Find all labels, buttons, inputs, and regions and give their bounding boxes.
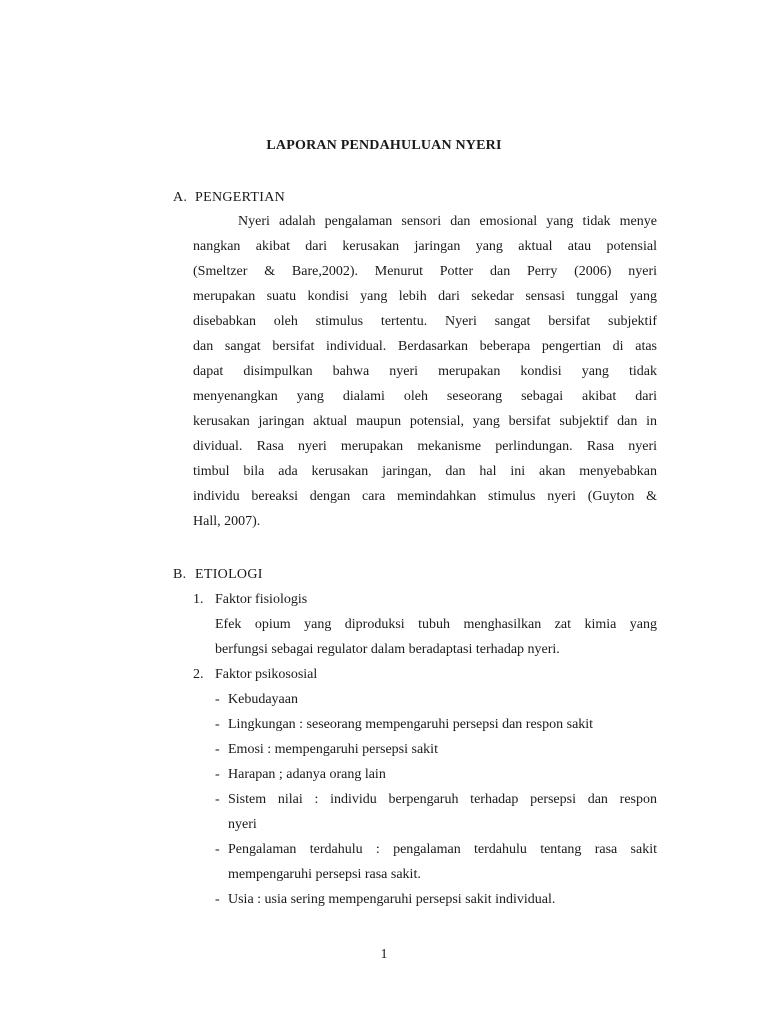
paragraph-line: Nyeri adalah pengalaman sensori dan emosional yang tidak menye [238,214,657,229]
etiology-item-2 [193,667,317,683]
psychosocial-factor-list [215,687,657,912]
bullet-dash: - [215,892,220,907]
section-b-title: ETIOLOGI [195,567,263,582]
paragraph-line: nangkan akibat dari kerusakan jaringan yang aktual atau potensial [193,239,657,254]
paragraph-line: dividual. Rasa nyeri merupakan mekanisme perlindungan. Rasa nyeri [193,439,657,454]
bullet-dash: - [215,742,220,757]
document-title: LAPORAN PENDAHULUAN NYERI [266,138,502,153]
page-number: 1 [380,947,388,962]
list-item [215,837,657,887]
paragraph-line: dan sangat bersifat individual. Berdasarkan beberapa pengertian di atas [193,339,657,354]
paragraph-line: menyenangkan yang dialami oleh seseorang sebagai akibat dari [193,389,657,404]
etiology-item-1-text [215,612,657,662]
bullet-dash: - [215,792,220,807]
list-item [215,787,657,837]
bullet-dash: - [215,717,220,732]
bullet-dash: - [215,767,220,782]
list-item [215,737,657,762]
section-b-letter: B. [173,567,187,582]
section-a-paragraph [193,209,657,534]
paragraph-line: timbul bila ada kerusakan jaringan, dan hal ini akan menyebabkan [193,464,657,479]
list-item-text: mempengaruhi persepsi rasa sakit. [228,867,421,882]
paragraph-line: Efek opium yang diproduksi tubuh menghasilkan zat kimia yang [215,617,657,632]
paragraph-line: kerusakan jaringan aktual maupun potensial, yang bersifat subjektif dan in [193,414,657,429]
etiology-item-1 [193,592,307,608]
bullet-dash: - [215,692,220,707]
list-item-text: Pengalaman terdahulu : pengalaman terdahulu tentang rasa sakit [228,842,657,857]
list-item-text: Kebudayaan [228,692,298,707]
section-a-letter: A. [173,190,188,205]
section-a-heading [173,190,285,206]
list-item [215,762,657,787]
list-item-text: Usia : usia sering mempengaruhi persepsi sakit individual. [228,892,556,907]
item-label: Faktor fisiologis [215,592,308,607]
list-item [215,712,657,737]
item-label: Faktor psikososial [215,667,318,682]
paragraph-line: dapat disimpulkan bahwa nyeri merupakan kondisi yang tidak [193,364,657,379]
list-item-text: Lingkungan : seseorang mempengaruhi persepsi dan respon sakit [228,717,594,732]
item-number: 1. [193,592,204,607]
bullet-dash: - [215,842,220,857]
list-item-text: Harapan ; adanya orang lain [228,767,386,782]
list-item-text: Sistem nilai : individu berpengaruh terhadap persepsi dan respon [228,792,657,807]
section-b-heading [173,567,263,583]
list-item [215,887,657,912]
list-item [215,687,657,712]
paragraph-line: Hall, 2007). [193,514,261,529]
list-item-text: Emosi : mempengaruhi persepsi sakit [228,742,438,757]
paragraph-line: (Smeltzer & Bare,2002). Menurut Potter dan Perry (2006) nyeri [193,264,657,279]
section-a-title: PENGERTIAN [195,190,286,205]
paragraph-line: individu bereaksi dengan cara memindahkan stimulus nyeri (Guyton & [193,489,657,504]
list-item-text: nyeri [228,817,257,832]
paragraph-line: berfungsi sebagai regulator dalam beradaptasi terhadap nyeri. [215,642,560,657]
paragraph-line: disebabkan oleh stimulus tertentu. Nyeri sangat bersifat subjektif [193,314,657,329]
item-number: 2. [193,667,204,682]
paragraph-line: merupakan suatu kondisi yang lebih dari sekedar sensasi tunggal yang [193,289,657,304]
